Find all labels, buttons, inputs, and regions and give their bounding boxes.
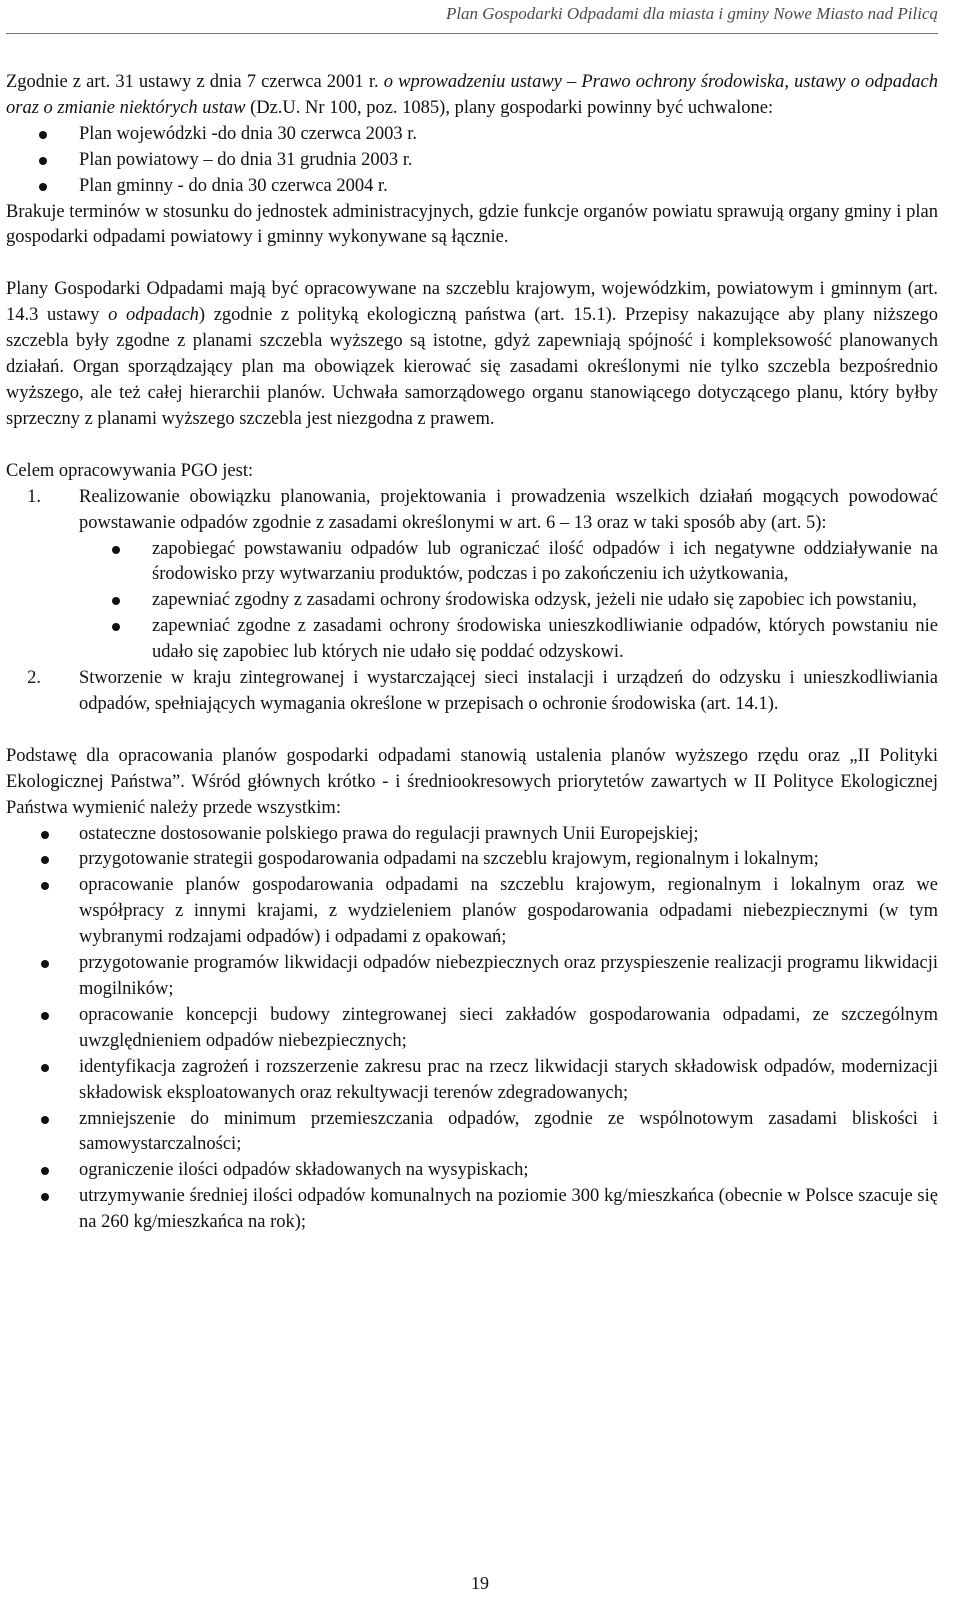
intro-text-a: Zgodnie z art. 31 ustawy z dnia 7 czerwca 2001 r. <box>6 72 384 92</box>
list-item: zapewniać zgodny z zasadami ochrony środowiska odzysk, jeżeli nie udało się zapobiec ich powstaniu, <box>79 588 938 614</box>
paragraph-policy-basis: Podstawę dla opracowania planów gospodarki odpadami stanowią ustalenia planów wyższego rzędu oraz „II Polityki Ekologicznej Państwa”. Wśród głównych krótko - i średniookresowych priorytetów zawartych w II Polityce Ekologicznej Państwa wymienić należy przede wszystkim: <box>6 745 938 818</box>
paragraph-plan-levels <box>6 277 938 432</box>
plan-levels-text-c: ) zgodnie z polityką ekologiczną państwa (art. 15.1). Przepisy nakazujące aby plany niższego szczebla były zgodne z planami szczebla wyższego są istotne, gdyż zapewniają spójność i kompleksowość planowanych działań. Organ sporządzający plan ma obowiązek kierować się zasadami określonymi nie tylko szczebla bezpośrednio wyższego, ale też całej hierarchii planów. Uchwała samorządowego organu stanowiącego dotyczącego planu, który byłby sprzeczny z planami wyższego szczebla jest niezgodna z prawem. <box>6 305 938 429</box>
act-title: o wprowadzeniu ustawy – Prawo ochrony środowiska, ustawy o odpadach oraz o zmianie niektórych ustaw <box>6 72 938 118</box>
list-item: zapobiegać powstawaniu odpadów lub ograniczać ilość odpadów i ich negatywne oddziaływanie na środowisko przy wytwarzaniu produktów, podczas i po zakończeniu ich użytkowania, <box>79 537 938 589</box>
list-item: utrzymywanie średniej ilości odpadów komunalnych na poziomie 300 kg/mieszkańca (obecnie w Polsce szacuje się na 260 kg/mieszkańca na rok); <box>6 1184 938 1236</box>
goal-number: 1. <box>27 486 41 507</box>
running-header: Plan Gospodarki Odpadami dla miasta i gminy Nowe Miasto nad Pilicą <box>445 4 938 23</box>
header-divider <box>6 33 938 34</box>
intro-text-c: (Dz.U. Nr 100, poz. 1085), plany gospodarki powinny być uchwalone: <box>245 97 774 118</box>
document-body <box>6 70 938 1236</box>
goal-text: Stworzenie w kraju zintegrowanej i wystarczającej sieci instalacji i urządzeń do odzysku i unieszkodliwiania odpadów, spełniających wymagania określone w przepisach o ochronie środowiska (art. 14.1). <box>79 668 938 714</box>
intro-paragraph <box>6 70 938 122</box>
act-name-italic: o odpadach <box>108 305 199 326</box>
goals-intro: Celem opracowywania PGO jest: <box>6 460 254 481</box>
goals-list <box>6 485 938 718</box>
list-item: Plan gminny - do dnia 30 czerwca 2004 r. <box>6 174 938 200</box>
list-item: identyfikacja zagrożeń i rozszerzenie zakresu prac na rzecz likwidacji starych składowisk odpadów, modernizacji składowisk eksploatowanych oraz rekultywacji terenów zdegradowanych; <box>6 1055 938 1107</box>
list-item: ostateczne dostosowanie polskiego prawa do regulacji prawnych Unii Europejskiej; <box>6 822 938 848</box>
priorities-list <box>6 822 938 1237</box>
plan-levels-text-a: Plany Gospodarki Odpadami mają być opracowywane na szczeblu krajowym, wojewódzkim, powiatowym i gminnym (art. 14.3 ustawy <box>6 279 938 326</box>
list-item: Plan powiatowy – do dnia 31 grudnia 2003 r. <box>6 148 938 174</box>
goal-sub-list <box>79 537 938 667</box>
list-item: przygotowanie programów likwidacji odpadów niebezpiecznych oraz przyspieszenie realizacji programu likwidacji mogilników; <box>6 951 938 1003</box>
list-item: przygotowanie strategii gospodarowania odpadami na szczeblu krajowym, regionalnym i lokalnym; <box>6 847 938 873</box>
deadline-list <box>6 122 938 200</box>
list-item: Plan wojewódzki -do dnia 30 czerwca 2003 r. <box>6 122 938 148</box>
list-item: ograniczenie ilości odpadów składowanych na wysypiskach; <box>6 1158 938 1184</box>
page-number: 19 <box>471 1573 489 1593</box>
list-item: opracowanie planów gospodarowania odpadami na szczeblu krajowym, regionalnym i lokalnym oraz we współpracy z innymi krajami, z wydzieleniem planów gospodarowania odpadami niebezpiecznymi (w tym wybranymi rodzajami odpadów) i odpadami z opakowań; <box>6 873 938 951</box>
list-item: zapewniać zgodne z zasadami ochrony środowiska unieszkodliwianie odpadów, których powstaniu nie udało się zapobiec lub których nie udało się poddać odzyskowi. <box>79 614 938 666</box>
goal-number: 2. <box>27 668 41 689</box>
list-item: opracowanie koncepcji budowy zintegrowanej sieci zakładów gospodarowania odpadami, ze szczególnym uwzględnieniem odpadów niebezpiecznych; <box>6 1003 938 1055</box>
list-item: zmniejszenie do minimum przemieszczania odpadów, zgodnie ze wspólnotowym zasadami bliskości i samowystarczalności; <box>6 1107 938 1159</box>
goal-text: Realizowanie obowiązku planowania, projektowania i prowadzenia wszelkich działań mogących powodować powstawanie odpadów zgodnie z zasadami określonymi w art. 6 – 13 oraz w taki sposób aby (art. 5): <box>79 486 938 533</box>
goal-item <box>6 666 938 718</box>
goal-item <box>6 485 938 666</box>
paragraph-missing-deadlines: Brakuje terminów w stosunku do jednostek administracyjnych, gdzie funkcje organów powiatu sprawują organy gminy i plan gospodarki odpadami powiatowy i gminny wykonywane są łącznie. <box>6 201 938 248</box>
